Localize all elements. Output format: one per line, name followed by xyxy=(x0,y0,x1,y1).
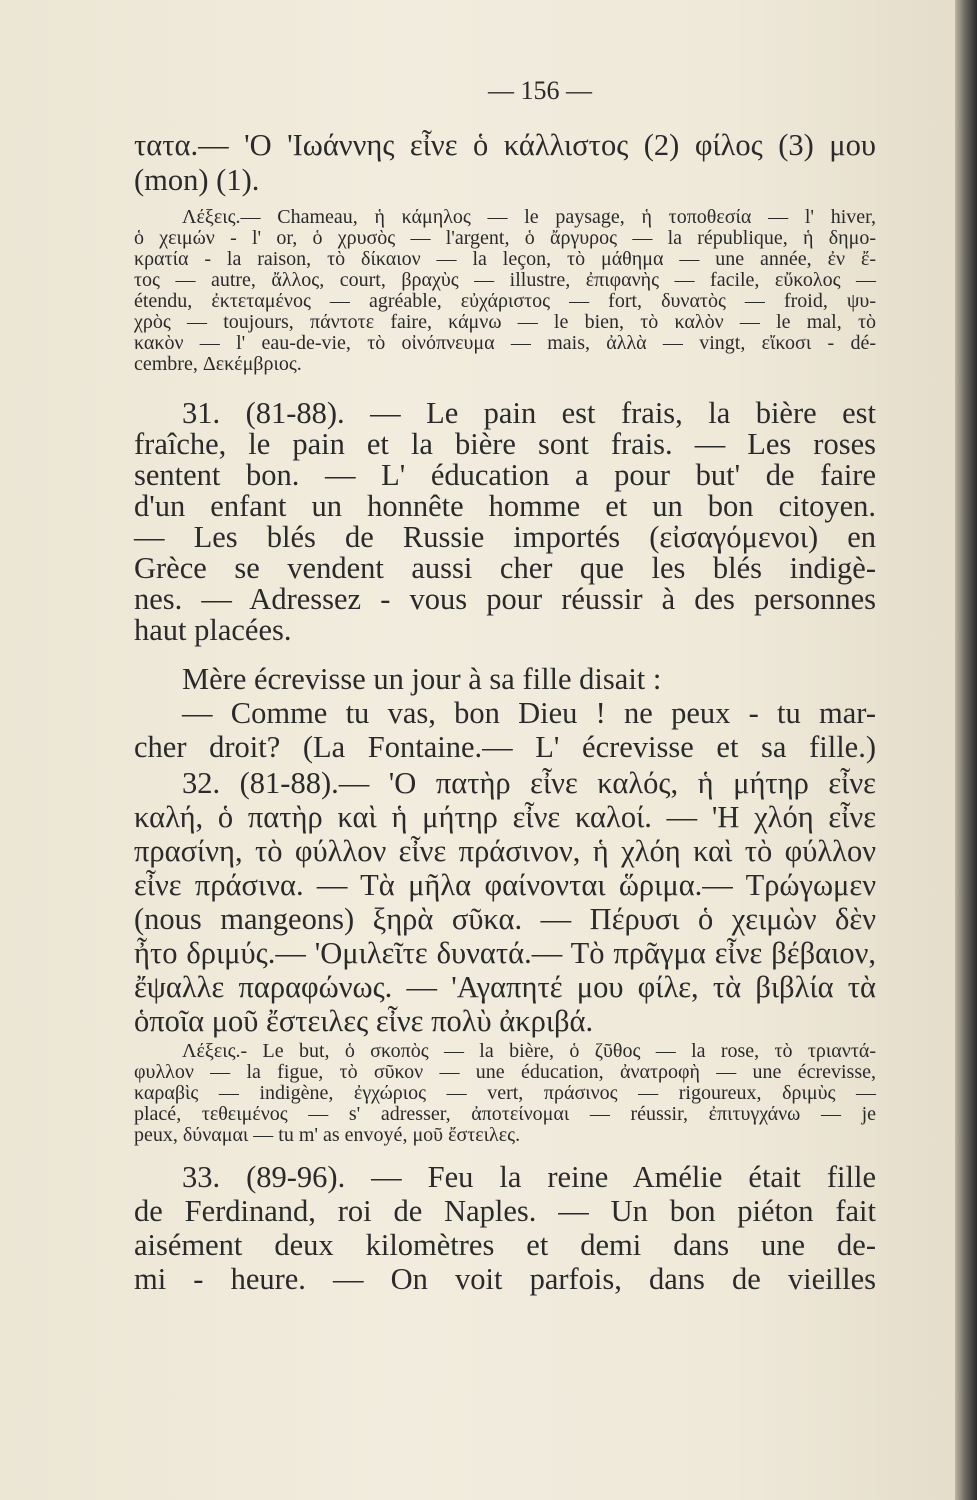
text-line: peux, δύναμαι — tu m' as envoyé, μοῦ ἔστειλες. xyxy=(134,1124,521,1146)
text-line: placé, τεθειμένος — s' adresser, ἀποτείνομαι — réussir, ἐπιτυγχάνω — je xyxy=(134,1103,876,1125)
page-edge-shadow xyxy=(955,0,977,1500)
text-line: Λέξεις.- Le but, ὁ σκοπὸς — la bière, ὁ ζῦθος — la rose, τὸ τριαντά- xyxy=(182,1040,876,1062)
text-line: (mon) (1). xyxy=(134,163,260,197)
text-line: τος — autre, ἄλλος, court, βραχὺς — illustre, ἐπιφανὴς — facile, εὔκολος — xyxy=(134,269,876,291)
text-line: καραβὶς — indigène, ἐγχώριος — vert, πράσινος — rigoureux, δριμὺς — xyxy=(134,1082,876,1104)
text-line: — Les blés de Russie importés (εἰσαγόμενοι) en xyxy=(134,520,876,554)
text-line: ἔψαλλε παραφώνως. — 'Αγαπητέ μου φίλε, τὰ βιβλία τὰ xyxy=(134,970,876,1004)
text-line: 33. (89-96). — Feu la reine Amélie était fille xyxy=(182,1160,876,1194)
text-line: τατα.— 'Ο 'Ιωάννης εἶνε ὁ κάλλιστος (2) φίλος (3) μου xyxy=(134,128,876,162)
text-line: Mère écrevisse un jour à sa fille disait : xyxy=(182,662,662,696)
text-line: καλή, ὁ πατὴρ καὶ ἡ μήτηρ εἶνε καλοί. — 'Η χλόη εἶνε xyxy=(134,800,876,834)
text-line: — Comme tu vas, bon Dieu ! ne peux - tu mar- xyxy=(182,696,876,730)
text-line: cher droit? (La Fontaine.— L' écrevisse et sa fille.) xyxy=(134,730,876,764)
text-line: 31. (81-88). — Le pain est frais, la bière est xyxy=(182,396,876,430)
text-line: mi - heure. — On voit parfois, dans de vieilles xyxy=(134,1262,876,1296)
text-line: haut placées. xyxy=(134,613,292,647)
text-line: fraîche, le pain et la bière sont frais. — Les roses xyxy=(134,427,876,461)
page-number: — 156 — xyxy=(488,76,592,105)
text-line: 32. (81-88).— 'Ο πατὴρ εἶνε καλός, ἡ μήτηρ εἶνε xyxy=(182,766,876,800)
text-line: (nous mangeons) ξηρὰ σῦκα. — Πέρυσι ὁ χειμὼν δὲν xyxy=(134,902,876,936)
text-line: κακὸν — l' eau-de-vie, τὸ οἰνόπνευμα — mais, ἀλλὰ — vingt, εἴκοσι - dé- xyxy=(134,332,876,354)
text-line: φυλλον — la figue, τὸ σῦκον — une éducation, ἀνατροφὴ — une écrevisse, xyxy=(134,1061,876,1083)
text-line: χρὸς — toujours, πάντοτε faire, κάμνω — le bien, τὸ καλὸν — le mal, τὸ xyxy=(134,311,876,333)
text-line: πρασίνη, τὸ φύλλον εἶνε πράσινον, ἡ χλόη καὶ τὸ φύλλον xyxy=(134,834,876,868)
text-line: d'un enfant un honnête homme et un bon citoyen. xyxy=(134,489,876,523)
text-line: cembre, Δεκέμβριος. xyxy=(134,353,302,375)
text-line: aisément deux kilomètres et demi dans une de- xyxy=(134,1228,876,1262)
text-line: εἶνε πράσινα. — Τὰ μῆλα φαίνονται ὥριμα.— Τρώγωμεν xyxy=(134,868,876,902)
text-line: étendu, ἐκτεταμένος — agréable, εὐχάριστος — fort, δυνατὸς — froid, ψυ- xyxy=(134,290,876,312)
text-line: nes. — Adressez - vous pour réussir à des personnes xyxy=(134,582,876,616)
text-line: sentent bon. — L' éducation a pour but' de faire xyxy=(134,458,876,492)
text-line: de Ferdinand, roi de Naples. — Un bon piéton fait xyxy=(134,1194,876,1228)
text-line: ὁποῖα μοῦ ἔστειλες εἶνε πολὺ ἀκριβά. xyxy=(134,1004,594,1038)
text-line: κρατία - la raison, τὸ δίκαιον — la leçon, τὸ μάθημα — une année, ἐν ἔ- xyxy=(134,248,876,270)
text-line: ἦτο δριμύς.— 'Ομιλεῖτε δυνατά.— Τὸ πρᾶγμα εἶνε βέβαιον, xyxy=(134,936,876,970)
text-line: Λέξεις.— Chameau, ἡ κάμηλος — le paysage, ἡ τοποθεσία — l' hiver, xyxy=(182,206,876,228)
text-line: Grèce se vendent aussi cher que les blés indigè- xyxy=(134,551,876,585)
text-line: ὁ χειμών - l' or, ὁ χρυσὸς — l'argent, ὁ ἄργυρος — la république, ἡ δημο- xyxy=(134,227,876,249)
